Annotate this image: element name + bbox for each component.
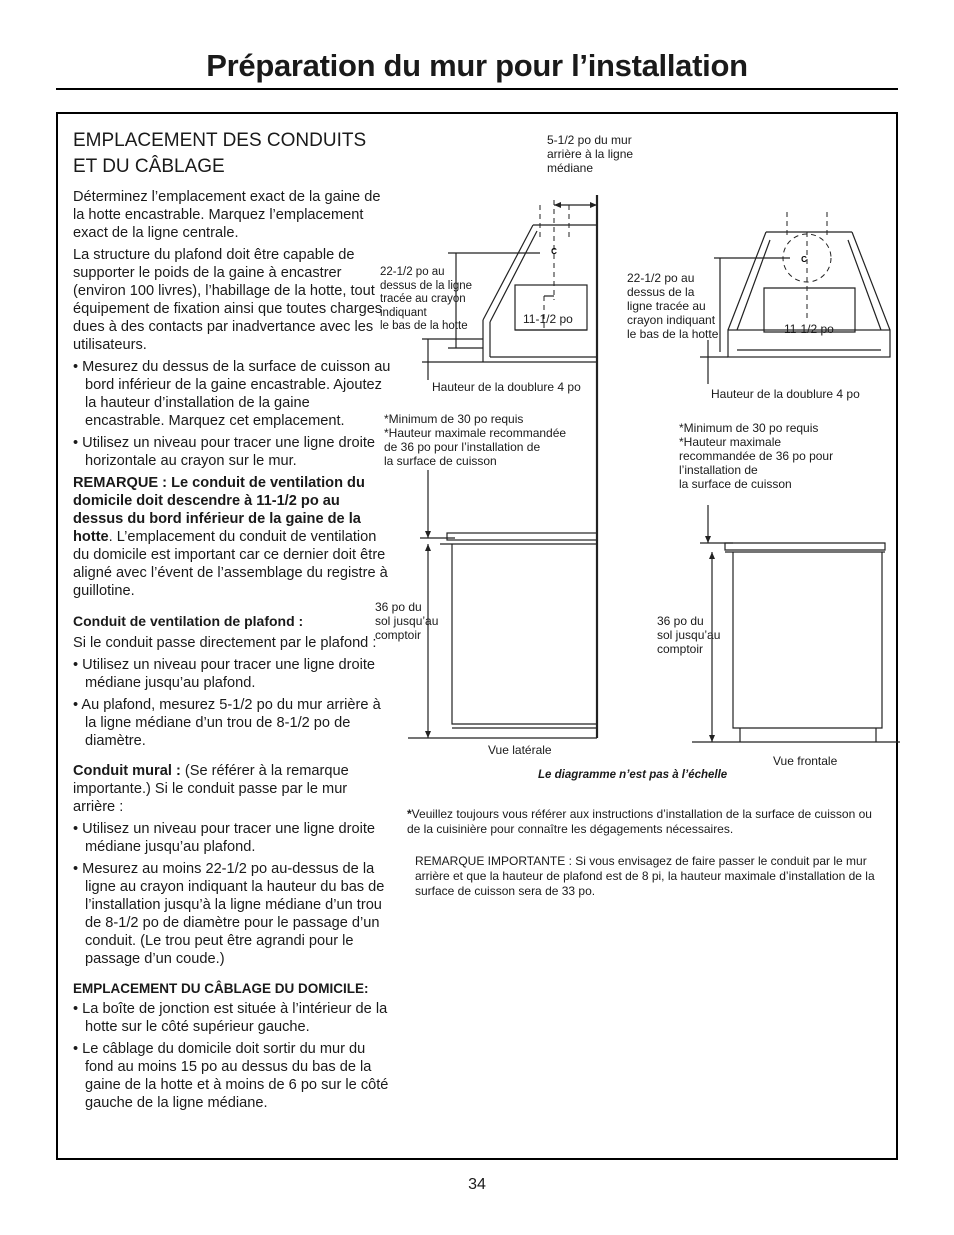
measure-bullet: • Mesurez du dessus de la surface de cuisson au bord inférieur de la gaine encastrable. Ajoutez la hauteur d’installation de la gaine encastrable. Marquez cet emplacement. bbox=[73, 359, 391, 429]
wall-bullet-2: • Mesurez au moins 22-1/2 po au-dessus de la ligne au crayon indiquant la hauteur du bas de l’installation jusqu’à la ligne médiane d’un trou de 8-1/2 po de diamètre pour le passage d’un conduit. (Le trou peut être agrandi pour le passage d’un coude.) bbox=[73, 861, 385, 967]
section-heading-line2: ET DU CÂBLAGE bbox=[73, 156, 225, 177]
front-hood-right-slope bbox=[852, 232, 890, 330]
front-hood-left-slope bbox=[728, 232, 766, 330]
front-centerline-mark: C bbox=[801, 255, 807, 264]
front-view-caption: Vue frontale bbox=[773, 754, 838, 768]
front-min-label: *Minimum de 30 po requis *Hauteur maximale recommandée de 36 po pour l’installation de la surface de cuisson bbox=[679, 421, 834, 491]
important-remark: REMARQUE IMPORTANTE : Si vous envisagez de faire passer le conduit par le mur arrière et que la hauteur de plafond est de 8 pi, la hauteur maximale d’installation de la surface de cuisson sera de 33 po. bbox=[415, 854, 875, 898]
front-22in-label: 22-1/2 po au dessus de la ligne tracée au crayon indiquant le bas de la hotte bbox=[627, 271, 719, 341]
intro-paragraph-2: La structure du plafond doit être capable de supporter le poids de la gaine à encastrer (environ 100 livres), l’habillage de la hotte, tout équipement de fixation ainsi que toutes charges dues à des contacts par inadvertance avec les utilisateurs. bbox=[73, 247, 383, 353]
front-36in-label: 36 po du sol jusqu’au comptoir bbox=[657, 614, 721, 656]
remark-rest: . L’emplacement du conduit de ventilation du domicile est important car ce dernier doit être aligné avec l’évent de l’assemblage du registre à guillotine. bbox=[73, 529, 388, 599]
side-36in-arrow-top bbox=[425, 544, 431, 551]
side-22in-label: 22-1/2 po au dessus de la ligne tracée au crayon indiquant le bas de la hotte bbox=[380, 266, 473, 332]
side-centerline-mark: C bbox=[551, 247, 557, 256]
page-number: 34 bbox=[468, 1176, 486, 1193]
ceiling-bullet-2: • Au plafond, mesurez 5-1/2 po du mur arrière à la ligne médiane d’un trou de 8-1/2 po de diamètre. bbox=[73, 697, 381, 749]
front-cooktop bbox=[725, 543, 885, 550]
wiring-bullet-1: • La boîte de jonction est située à l’intérieur de la hotte sur le côté supérieur gauche. bbox=[73, 1001, 388, 1035]
front-11in-label: 11-1/2 po bbox=[784, 322, 834, 336]
side-cabinet bbox=[452, 544, 597, 724]
ceiling-duct-intro: Si le conduit passe directement par le plafond : bbox=[73, 635, 377, 651]
wiring-heading: EMPLACEMENT DU CÂBLAGE DU DOMICILE: bbox=[73, 981, 369, 996]
side-36in-label: 36 po du sol jusqu’au comptoir bbox=[375, 600, 439, 642]
wiring-bullet-2: • Le câblage du domicile doit sortir du mur du fond au moins 15 po au dessus du bas de la gaine de la hotte et à moins de 6 po sur le côté gauche de la ligne médiane. bbox=[73, 1041, 389, 1111]
side-hood-slope-inner bbox=[490, 231, 537, 322]
remark-bold: REMARQUE : Le conduit de ventilation du domicile doit descendre à 11-1/2 po au dessus du bord inférieur de la gaine de la hotte bbox=[73, 475, 365, 545]
scale-note: Le diagramme n’est pas à l’échelle bbox=[538, 769, 728, 781]
side-5in-arrow-left bbox=[554, 202, 561, 208]
clearance-note bbox=[407, 807, 877, 837]
front-cabinet bbox=[733, 552, 882, 728]
ceiling-bullet-1: • Utilisez un niveau pour tracer une ligne droite médiane jusqu’au plafond. bbox=[73, 657, 376, 691]
side-36in-arrow-bottom bbox=[425, 731, 431, 738]
page-title: Préparation du mur pour l’installation bbox=[206, 48, 748, 83]
front-36in-arrow-top bbox=[709, 552, 715, 559]
side-view-caption: Vue latérale bbox=[488, 743, 552, 757]
side-11in-label: 11-1/2 po bbox=[523, 312, 573, 326]
section-heading-line1: EMPLACEMENT DES CONDUITS bbox=[73, 130, 367, 151]
level-bullet: • Utilisez un niveau pour tracer une ligne droite horizontale au crayon sur le mur. bbox=[73, 435, 376, 469]
front-hood-inner-left bbox=[737, 240, 770, 330]
side-5in-label: 5-1/2 po du mur arrière à la ligne médiane bbox=[547, 133, 634, 175]
ceiling-duct-heading: Conduit de ventilation de plafond : bbox=[73, 613, 304, 629]
side-min-label: *Minimum de 30 po requis *Hauteur maximale recommandée de 36 po pour l’installation de la surface de cuisson bbox=[384, 412, 567, 468]
clearance-note-star: * bbox=[407, 807, 412, 821]
clearance-note-text: Veuillez toujours vous référer aux instructions d’installation de la surface de cuisson ou de la cuisinière pour connaître les dégagements nécessaires. bbox=[407, 807, 872, 836]
side-30in-arrow bbox=[425, 531, 431, 538]
front-liner-label: Hauteur de la doublure 4 po bbox=[711, 387, 860, 401]
front-hood-inner-right bbox=[848, 240, 881, 330]
wall-duct-intro: (Se référer à la remarque importante.) Si le conduit passe par le mur arrière : bbox=[73, 763, 349, 815]
side-liner-label: Hauteur de la doublure 4 po bbox=[432, 380, 581, 394]
side-cooktop bbox=[447, 533, 597, 540]
front-30in-arrow bbox=[705, 536, 711, 543]
intro-paragraph-1: Déterminez l’emplacement exact de la gaine de la hotte encastrable. Marquez l’emplacement exact de la ligne centrale. bbox=[73, 189, 381, 241]
wall-bullet-1: • Utilisez un niveau pour tracer une ligne droite médiane jusqu’au plafond. bbox=[73, 821, 376, 855]
front-36in-arrow-bottom bbox=[709, 735, 715, 742]
wall-duct-heading: Conduit mural : bbox=[73, 763, 181, 779]
side-hood-slope-outer bbox=[483, 225, 533, 320]
